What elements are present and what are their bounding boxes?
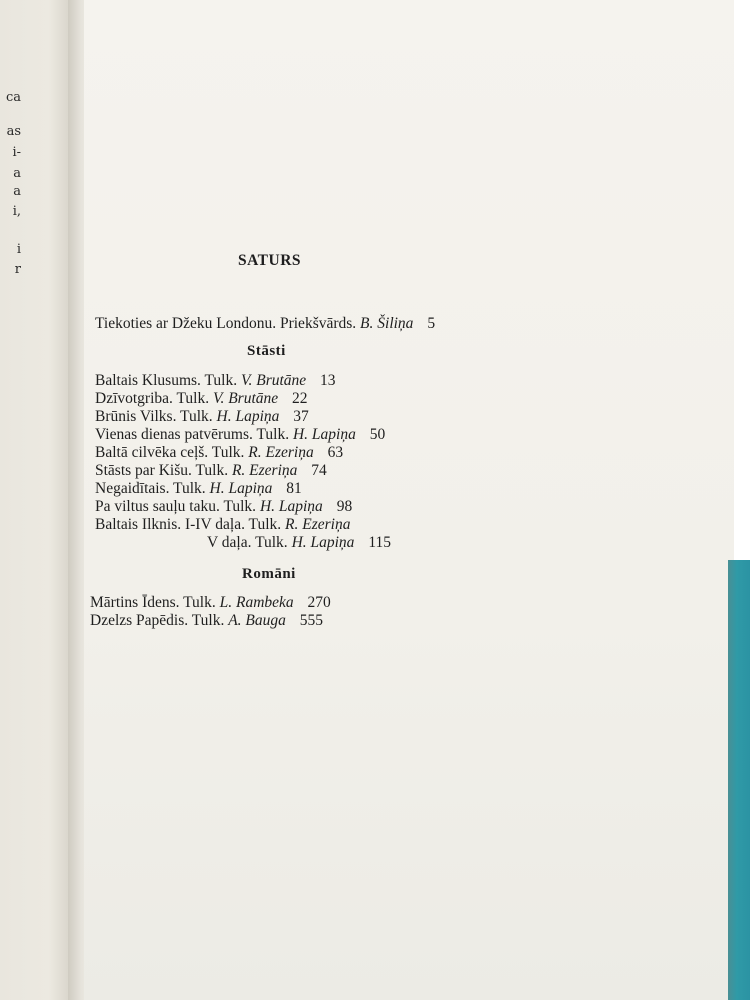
toc-entry xyxy=(95,372,336,390)
entry-translator: H. Lapiņa xyxy=(291,534,355,551)
previous-page-fragment: as xyxy=(6,124,21,139)
entry-translator: V. Brutāne xyxy=(241,372,307,389)
entry-title: Baltais Klusums. Tulk. xyxy=(95,372,238,389)
entry-title: Baltā cilvēka ceļš. Tulk. xyxy=(95,444,245,461)
entry-title: Dzelzs Papēdis. Tulk. xyxy=(90,612,225,629)
toc-entry xyxy=(90,594,331,612)
entry-page-number: 98 xyxy=(336,498,353,515)
entry-page-number: 5 xyxy=(427,315,436,332)
entry-page-number: 22 xyxy=(292,390,308,407)
book-cover-edge xyxy=(728,560,750,1000)
previous-page-fragment: i, xyxy=(12,204,21,219)
entry-page-number: 74 xyxy=(311,462,327,479)
entry-translator: A. Bauga xyxy=(228,612,286,629)
entry-translator: R. Ezeriņa xyxy=(285,516,351,533)
entry-translator: H. Lapiņa xyxy=(209,480,273,497)
entry-title: Tiekoties ar Džeku Londonu. Priekšvārds. xyxy=(95,315,357,332)
entry-title: Mārtins Īdens. Tulk. xyxy=(90,594,216,611)
toc-entry xyxy=(95,516,350,534)
entry-page-number: 115 xyxy=(368,534,391,551)
section-heading-novels: Romāni xyxy=(242,566,296,582)
entry-title: Baltais Ilknis. I-IV daļa. Tulk. xyxy=(95,516,282,533)
previous-page-fragment: i- xyxy=(12,145,21,160)
toc-entry xyxy=(90,612,323,630)
entry-title: Stāsts par Kišu. Tulk. xyxy=(95,462,229,479)
toc-entry-continuation xyxy=(207,534,391,552)
previous-page-edge xyxy=(0,0,70,1000)
toc-entry-intro xyxy=(95,315,435,333)
entry-title: Pa viltus sauļu taku. Tulk. xyxy=(95,498,257,515)
entry-translator: R. Ezeriņa xyxy=(248,444,314,461)
entry-page-number: 63 xyxy=(327,444,344,461)
previous-page-fragment: a xyxy=(13,184,21,199)
entry-page-number: 13 xyxy=(320,372,336,389)
entry-translator: B. Šiliņa xyxy=(360,315,414,332)
toc-entry xyxy=(95,498,352,516)
previous-page-fragment: ca xyxy=(5,90,21,105)
toc-entry xyxy=(95,426,385,444)
toc-entry xyxy=(95,390,308,408)
entry-translator: V. Brutāne xyxy=(212,390,279,407)
entry-page-number: 81 xyxy=(286,480,302,497)
previous-page-fragment: i xyxy=(16,242,21,257)
toc-entry xyxy=(95,444,343,462)
entry-translator: L. Rambeka xyxy=(219,594,294,611)
entry-translator: H. Lapiņa xyxy=(216,408,280,425)
entry-title: V daļa. Tulk. xyxy=(207,534,288,551)
entry-translator: H. Lapiņa xyxy=(292,426,356,443)
entry-title: Negaidītais. Tulk. xyxy=(95,480,206,497)
entry-page-number: 37 xyxy=(293,408,309,425)
contents-title: SATURS xyxy=(238,252,302,269)
entry-title: Dzīvotgriba. Tulk. xyxy=(95,390,210,407)
entry-page-number: 270 xyxy=(307,594,331,611)
previous-page-fragment: a xyxy=(13,166,21,181)
entry-title: Vienas dienas patvērums. Tulk. xyxy=(95,426,290,443)
entry-page-number: 50 xyxy=(369,426,386,443)
toc-entry xyxy=(95,408,309,426)
entry-title: Brūnis Vilks. Tulk. xyxy=(95,408,213,425)
toc-entry xyxy=(95,480,302,498)
toc-entry xyxy=(95,462,327,480)
entry-page-number: 555 xyxy=(299,612,324,629)
section-heading-stories: Stāsti xyxy=(247,343,286,359)
entry-translator: R. Ezeriņa xyxy=(231,462,298,479)
entry-translator: H. Lapiņa xyxy=(259,498,323,515)
previous-page-fragment: r xyxy=(14,262,21,277)
